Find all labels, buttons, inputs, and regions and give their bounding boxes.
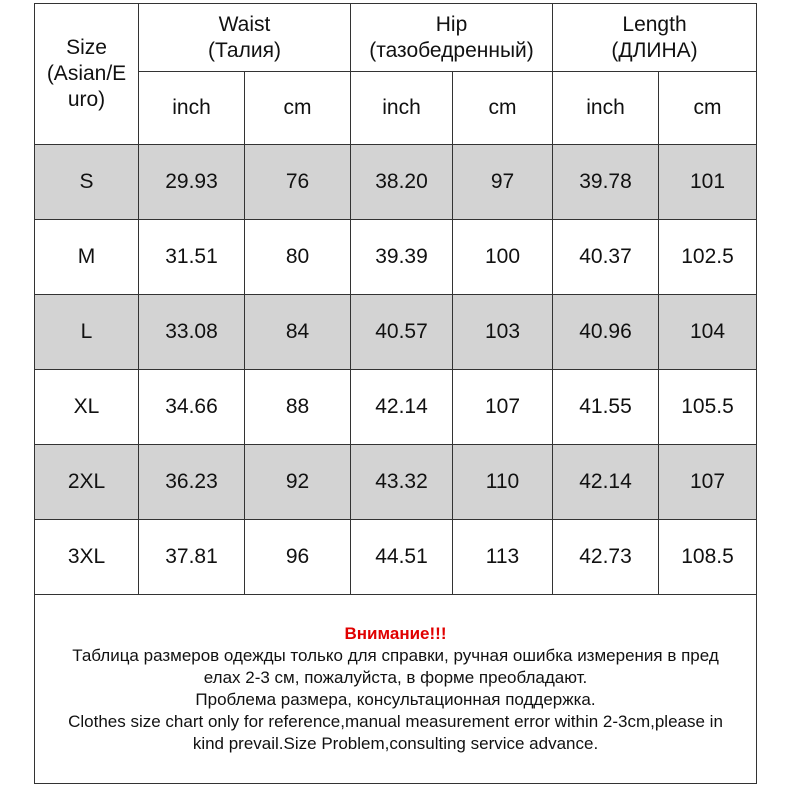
table-row <box>35 520 757 595</box>
value-cell: 76 <box>245 145 351 220</box>
value-cell: 41.55 <box>553 370 659 445</box>
disclaimer-note <box>35 623 756 755</box>
unit-header: inch <box>351 72 453 145</box>
value-cell: 40.57 <box>351 295 453 370</box>
value-cell: 39.78 <box>553 145 659 220</box>
value-cell: 33.08 <box>139 295 245 370</box>
value-cell: 100 <box>453 220 553 295</box>
note-ru-line2: Проблема размера, консультационная поддержка. <box>195 690 596 709</box>
header-row-groups <box>35 4 757 72</box>
table-row <box>35 145 757 220</box>
hip-header <box>351 4 553 72</box>
value-cell: 34.66 <box>139 370 245 445</box>
value-cell: 31.51 <box>139 220 245 295</box>
note-en-line: Clothes size chart only for reference,manual measurement error within 2-3cm,please in kind prevail.Size Problem,consulting service advance. <box>68 712 723 753</box>
value-cell: 113 <box>453 520 553 595</box>
value-cell: 101 <box>659 145 757 220</box>
size-header-label: Size (Asian/E uro) <box>46 36 127 111</box>
unit-header: cm <box>453 72 553 145</box>
size-cell: S <box>35 145 139 220</box>
size-chart-table <box>34 3 757 784</box>
hip-header-en: Hip <box>435 12 468 36</box>
value-cell: 40.96 <box>553 295 659 370</box>
value-cell: 103 <box>453 295 553 370</box>
table-row <box>35 220 757 295</box>
value-cell: 102.5 <box>659 220 757 295</box>
waist-header <box>139 4 351 72</box>
value-cell: 105.5 <box>659 370 757 445</box>
note-ru-line1: Таблица размеров одежды только для справки, ручная ошибка измерения в пред елах 2-3 см, пожалуйста, в форме преобладают. <box>72 646 719 687</box>
note-row <box>35 595 757 784</box>
waist-header-en: Waist <box>218 12 271 36</box>
table-row <box>35 370 757 445</box>
value-cell: 107 <box>659 445 757 520</box>
note-cell <box>35 595 757 784</box>
size-cell: 3XL <box>35 520 139 595</box>
value-cell: 80 <box>245 220 351 295</box>
unit-header: inch <box>139 72 245 145</box>
value-cell: 37.81 <box>139 520 245 595</box>
waist-header-ru: (Талия) <box>208 38 281 62</box>
header-row-units <box>35 72 757 145</box>
value-cell: 43.32 <box>351 445 453 520</box>
length-header-en: Length <box>622 12 687 36</box>
value-cell: 29.93 <box>139 145 245 220</box>
size-cell: XL <box>35 370 139 445</box>
length-header <box>553 4 757 72</box>
unit-header: cm <box>659 72 757 145</box>
value-cell: 88 <box>245 370 351 445</box>
unit-header: cm <box>245 72 351 145</box>
value-cell: 36.23 <box>139 445 245 520</box>
value-cell: 92 <box>245 445 351 520</box>
unit-header: inch <box>553 72 659 145</box>
value-cell: 38.20 <box>351 145 453 220</box>
value-cell: 96 <box>245 520 351 595</box>
hip-header-ru: (тазобедренный) <box>369 38 534 62</box>
value-cell: 84 <box>245 295 351 370</box>
value-cell: 44.51 <box>351 520 453 595</box>
value-cell: 42.14 <box>553 445 659 520</box>
size-cell: L <box>35 295 139 370</box>
value-cell: 42.14 <box>351 370 453 445</box>
size-cell: M <box>35 220 139 295</box>
value-cell: 40.37 <box>553 220 659 295</box>
value-cell: 110 <box>453 445 553 520</box>
value-cell: 39.39 <box>351 220 453 295</box>
size-header <box>35 4 139 145</box>
size-cell: 2XL <box>35 445 139 520</box>
value-cell: 42.73 <box>553 520 659 595</box>
value-cell: 108.5 <box>659 520 757 595</box>
table-row <box>35 445 757 520</box>
value-cell: 97 <box>453 145 553 220</box>
value-cell: 107 <box>453 370 553 445</box>
length-header-ru: (ДЛИНА) <box>611 38 698 62</box>
table-row <box>35 295 757 370</box>
value-cell: 104 <box>659 295 757 370</box>
warning-label: Внимание!!! <box>344 624 447 643</box>
